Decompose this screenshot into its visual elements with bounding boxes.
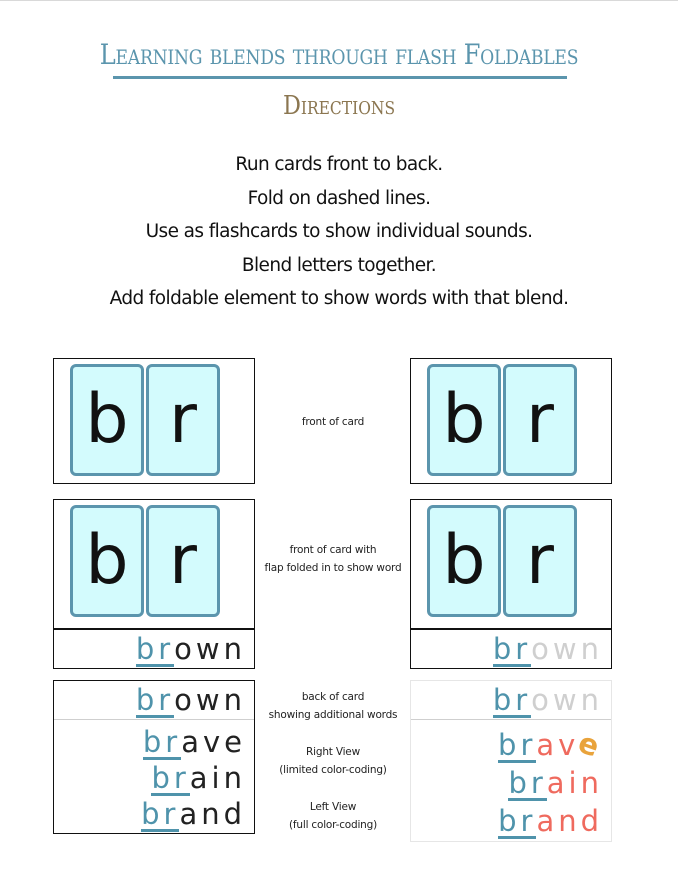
- letter-tile-r: r: [146, 505, 220, 617]
- word-ending: own: [531, 631, 603, 666]
- blend-letters: br: [151, 760, 190, 795]
- word-ending: and: [179, 796, 246, 831]
- label-flap-line2: flap folded in to show word: [264, 562, 402, 574]
- word-ending: own: [531, 682, 603, 717]
- label-front: front of card: [301, 416, 365, 428]
- direction-step: Add foldable element to show words with that blend.: [109, 288, 569, 309]
- card-back-right: [410, 680, 612, 842]
- label-right-view-title: Right View: [306, 746, 360, 758]
- label-flap-line1: front of card with: [289, 544, 377, 556]
- label-back-line2: showing additional words: [268, 709, 398, 721]
- page-top-border: [0, 0, 678, 1]
- word-brown: [54, 683, 254, 717]
- fold-line: [54, 719, 254, 720]
- letter-tile-b: b: [70, 364, 144, 476]
- letter-e-marked: e: [574, 724, 609, 765]
- letter-tile-r: r: [503, 505, 577, 617]
- word-brand: [411, 803, 611, 839]
- card-flap-right: [410, 499, 612, 669]
- letter-tile-b: b: [427, 505, 501, 617]
- label-left-view-note: (full color-coding): [289, 819, 377, 831]
- word-brown: [54, 630, 254, 668]
- letter-tile-r: r: [503, 364, 577, 476]
- blend-letters: br: [498, 803, 537, 838]
- page-title: Learning blends through flash Foldables: [99, 38, 579, 71]
- label-right-view: [258, 743, 408, 779]
- word-ending: own: [174, 682, 246, 717]
- label-back-line1: back of card: [301, 691, 365, 703]
- label-right-view-note: (limited color-coding): [279, 764, 387, 776]
- direction-step: Blend letters together.: [241, 254, 437, 276]
- word-ending: ain: [189, 760, 246, 795]
- label-left-view: [258, 798, 408, 834]
- blend-letters: br: [508, 765, 547, 800]
- direction-step: Use as flashcards to show individual sounds.: [145, 221, 533, 242]
- letter-tile-b: b: [70, 505, 144, 617]
- blend-letters: br: [135, 631, 175, 666]
- blend-letters: br: [492, 682, 532, 717]
- label-back: [258, 688, 408, 724]
- word-ending: ave: [181, 724, 246, 759]
- direction-step: Fold on dashed lines.: [247, 187, 431, 209]
- directions-heading: Directions: [282, 91, 396, 121]
- word-ending: ain: [546, 765, 603, 800]
- card-front-right: [410, 358, 612, 484]
- blend-letters: br: [135, 682, 175, 717]
- card-back-left: [53, 680, 255, 834]
- direction-step: Run cards front to back.: [235, 154, 443, 175]
- blend-letters: br: [141, 796, 180, 831]
- title-underline: [113, 76, 567, 79]
- directions-list: [0, 148, 678, 316]
- letter-tile-r: r: [146, 364, 220, 476]
- word-brown: [411, 683, 611, 717]
- card-flap-left: [53, 499, 255, 669]
- card-front-left: [53, 358, 255, 484]
- word-brown: [411, 630, 611, 668]
- word-ending: and: [536, 803, 603, 838]
- fold-line: [411, 719, 611, 720]
- label-flap: [258, 541, 408, 577]
- word-brain: [411, 765, 611, 801]
- word-brave: [411, 724, 611, 765]
- word-brain: [54, 761, 254, 795]
- letter-tile-b: b: [427, 364, 501, 476]
- blend-letters: br: [492, 631, 532, 666]
- label-left-view-title: Left View: [309, 801, 357, 813]
- blend-letters: br: [142, 724, 182, 759]
- word-ending: av: [536, 727, 580, 762]
- word-ending: own: [174, 631, 246, 666]
- blend-letters: br: [498, 727, 537, 762]
- word-brave: [54, 725, 254, 759]
- word-brand: [54, 797, 254, 831]
